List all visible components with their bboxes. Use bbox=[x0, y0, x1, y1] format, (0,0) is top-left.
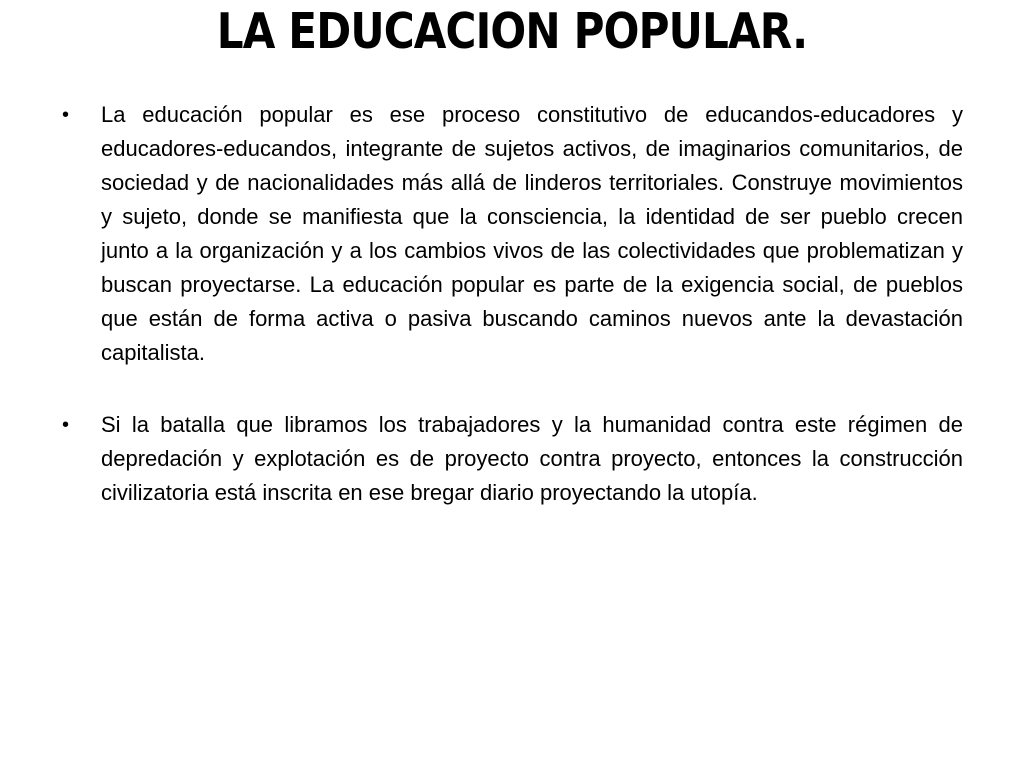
bullet-item bbox=[58, 408, 963, 510]
bullet-text-education-popular: La educación popular es ese proceso constitutivo de educandos-educadores y educadores-educandos, integrante de sujetos activos, de imaginarios comunitarios, de sociedad y de nacionalidades más allá de linderos territoriales. Construye movimientos y sujeto, donde se manifiesta que la consciencia, la identidad de ser pueblo crecen junto a la organización y a los cambios vivos de las colectividades que problematizan y buscan proyectarse. La educación popular es parte de la exigencia social, de pueblos que están de forma activa o pasiva buscando caminos nuevos ante la devastación capitalista. bbox=[101, 102, 963, 365]
slide-title: LA EDUCACION POPULAR. bbox=[216, 3, 808, 60]
bullet-icon: • bbox=[62, 414, 70, 436]
bullet-text-batalla: Si la batalla que libramos los trabajadores y la humanidad contra este régimen de depredación y explotación es de proyecto contra proyecto, entonces la construcción civilizatoria está inscrita en ese bregar diario proyectando la utopía. bbox=[101, 412, 963, 505]
bullet-icon: • bbox=[62, 104, 70, 126]
bullet-list bbox=[58, 98, 963, 510]
bullet-item bbox=[58, 98, 963, 370]
